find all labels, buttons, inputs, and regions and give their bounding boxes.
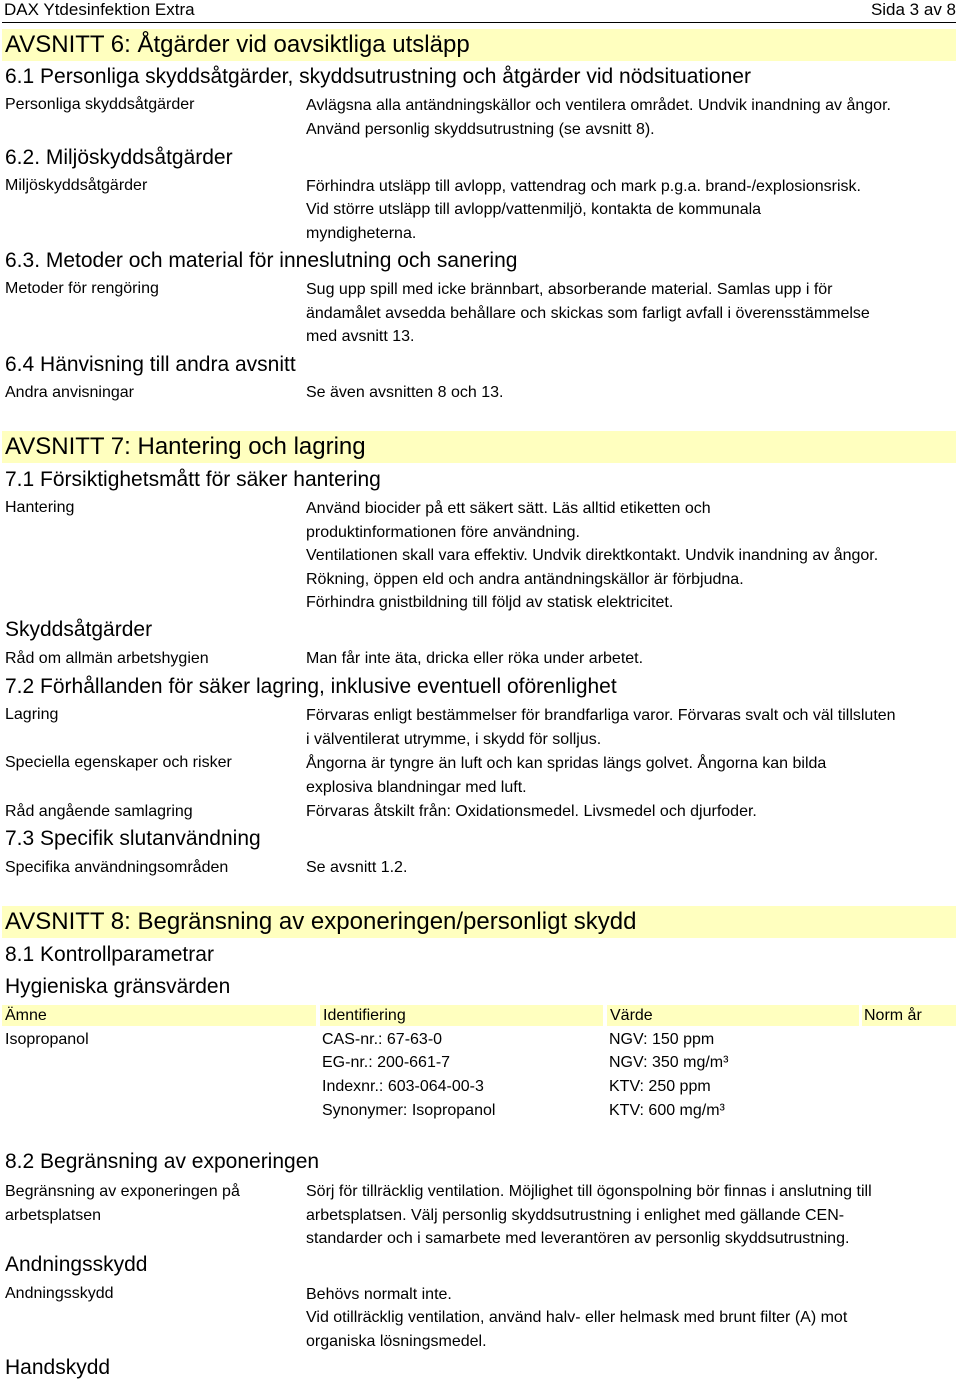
table-header-identification: Identifiering (320, 1005, 603, 1026)
special-risks-label: Speciella egenskaper och risker (5, 754, 232, 771)
table-cell-value: NGV: 150 ppm (609, 1031, 715, 1048)
personal-protection-label: Personliga skyddsåtgärder (5, 96, 195, 113)
cleaning-label: Metoder för rengöring (5, 280, 159, 297)
section-6-title: AVSNITT 6: Åtgärder vid oavsiktliga utsläpp (5, 31, 470, 58)
personal-protection-text: Avlägsna alla antändningskällor och ventilera området. Undvik inandning av ångor. Använd personlig skyddsutrustning (se avsnitt 8). (306, 97, 891, 138)
special-risks-text: Ångorna är tyngre än luft och kan spridas längs golvet. Ångorna kan bilda explosiva blandningar med luft. (306, 755, 827, 796)
table-cell-id: CAS-nr.: 67-63-0 (322, 1031, 443, 1048)
handling-text-2: Ventilationen skall vara effektiv. Undvik direktkontakt. Undvik inandning av ångor. Rökning, öppen eld och andra antändningskällor är förbjudna. (306, 547, 879, 588)
storage-label: Lagring (5, 706, 59, 723)
hand-protection-heading: Handskydd (5, 1356, 111, 1379)
hygiene-label: Råd om allmän arbetshygien (5, 650, 209, 667)
respiratory-text-1: Behövs normalt inte. (306, 1286, 452, 1303)
hygiene-limits-heading: Hygieniska gränsvärden (5, 975, 231, 998)
specific-use-text: Se avsnitt 1.2. (306, 859, 408, 876)
page-number: Sida 3 av 8 (870, 0, 956, 19)
heading-6-2: 6.2. Miljöskyddsåtgärder (5, 146, 233, 169)
table-cell-id: Indexnr.: 603-064-00-3 (322, 1078, 484, 1095)
document-title: DAX Ytdesinfektion Extra (4, 0, 195, 19)
respiratory-protection-heading: Andningsskydd (5, 1253, 148, 1276)
protective-measures-heading: Skyddsåtgärder (5, 618, 153, 641)
heading-8-1: 8.1 Kontrollparametrar (5, 943, 214, 966)
other-refs-text: Se även avsnitten 8 och 13. (306, 384, 504, 401)
table-cell-value: KTV: 250 ppm (609, 1078, 711, 1095)
header-divider (2, 22, 956, 23)
heading-6-1: 6.1 Personliga skyddsåtgärder, skyddsutrustning och åtgärder vid nödsituationer (5, 65, 751, 88)
table-cell-value: NGV: 350 mg/m³ (609, 1054, 729, 1071)
specific-use-label: Specifika användningsområden (5, 859, 229, 876)
handling-label: Hantering (5, 499, 75, 516)
heading-7-3: 7.3 Specifik slutanvändning (5, 827, 261, 850)
storage-text: Förvaras enligt bestämmelser för brandfarliga varor. Förvaras svalt och väl tillsluten i välventilerat utrymme, i skydd för solljus. (306, 707, 896, 748)
handling-text-1: Använd biocider på ett säkert sätt. Läs alltid etiketten och produktinformationen före användning. (306, 500, 711, 541)
environment-text-1: Förhindra utsläpp till avlopp, vattendrag och mark p.g.a. brand-/explosionsrisk. (306, 178, 861, 195)
heading-7-1: 7.1 Försiktighetsmått för säker hantering (5, 468, 381, 491)
co-storage-text: Förvaras åtskilt från: Oxidationsmedel. Livsmedel och djurfoder. (306, 803, 757, 820)
hygiene-text: Man får inte äta, dricka eller röka under arbetet. (306, 650, 644, 667)
section-8-title: AVSNITT 8: Begränsning av exponeringen/personligt skydd (5, 908, 637, 935)
environment-label: Miljöskyddsåtgärder (5, 177, 148, 194)
cleaning-text: Sug upp spill med icke brännbart, absorberande material. Samlas upp i för ändamålet avsedda behållare och skickas som farligt avfall i överensstämmelse med avsnitt 13. (306, 281, 870, 345)
workplace-exposure-text: Sörj för tillräcklig ventilation. Möjlighet till ögonspolning bör finnas i anslutning till arbetsplatsen. Välj personlig skyddsutrustning i enlighet med gällande CEN-standarder och i samarbete med leverantören av personlig skyddsutrustning. (306, 1183, 872, 1247)
section-7-title: AVSNITT 7: Hantering och lagring (5, 433, 366, 460)
other-refs-label: Andra anvisningar (5, 384, 134, 401)
table-cell-id: EG-nr.: 200-661-7 (322, 1054, 451, 1071)
table-header-value: Värde (607, 1005, 859, 1026)
table-cell-value: KTV: 600 mg/m³ (609, 1102, 725, 1119)
co-storage-label: Råd angående samlagring (5, 803, 193, 820)
table-cell-id: Synonymer: Isopropanol (322, 1102, 496, 1119)
workplace-exposure-label: Begränsning av exponeringen på arbetsplatsen (5, 1183, 240, 1224)
respiratory-text-2: Vid otillräcklig ventilation, använd halv- eller helmask med brunt filter (A) mot organiska lösningsmedel. (306, 1309, 848, 1350)
table-header-norm-year: Norm år (862, 1005, 956, 1026)
heading-7-2: 7.2 Förhållanden för säker lagring, inklusive eventuell oförenlighet (5, 675, 617, 698)
table-cell-substance: Isopropanol (5, 1031, 89, 1048)
heading-6-3: 6.3. Metoder och material för inneslutning och sanering (5, 249, 518, 272)
table-header-substance: Ämne (2, 1005, 316, 1026)
heading-8-2: 8.2 Begränsning av exponeringen (5, 1150, 320, 1173)
handling-text-3: Förhindra gnistbildning till följd av statisk elektricitet. (306, 594, 674, 611)
heading-6-4: 6.4 Hänvisning till andra avsnitt (5, 353, 296, 376)
respiratory-protection-label: Andningsskydd (5, 1285, 114, 1302)
environment-text-2: Vid större utsläpp till avlopp/vattenmiljö, kontakta de kommunala myndigheterna. (306, 201, 762, 242)
